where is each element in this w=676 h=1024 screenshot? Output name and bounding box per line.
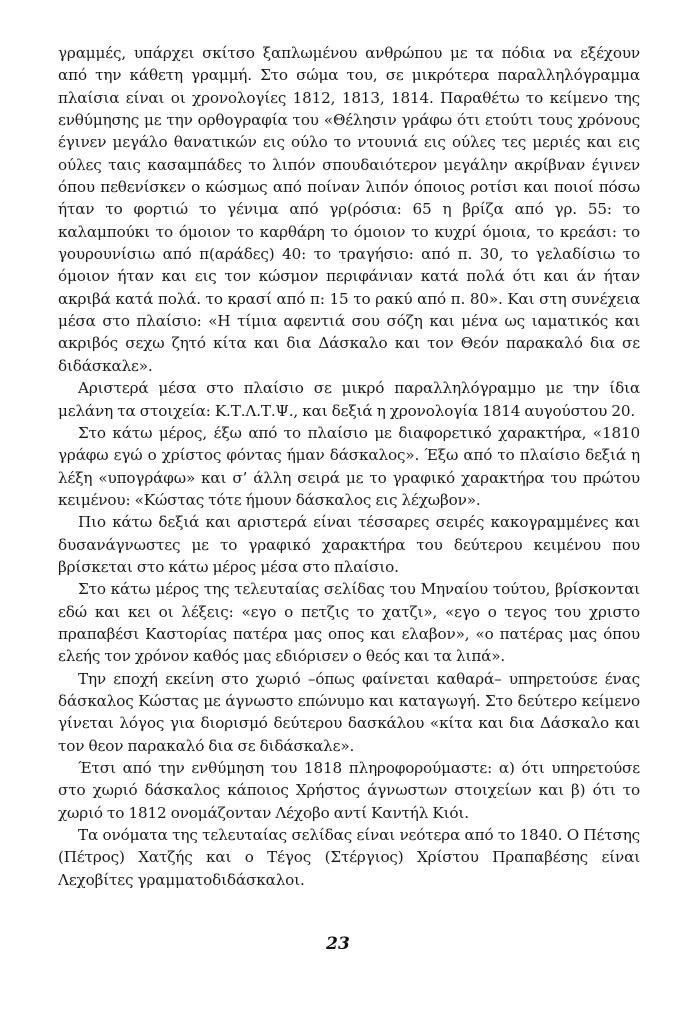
paragraph-8: Τα ονόματα της τελευταίας σελίδας είναι νεότερα από το 1840. Ο Πέτσης (Πέτρος) Χατζής και ο Τέγος (Στέργιος) Χρίστου Πραπαβέσης είναι Λεχοβίτες γραμματοδιδάσκαλοι.: [58, 826, 640, 889]
paragraph-2: Αριστερά μέσα στο πλαίσιο σε μικρό παραλληλόγραμμο με την ίδια μελάνη τα στοιχεία: Κ.Τ.Λ.Τ.Ψ., και δεξιά η χρονολογία 1814 αυγούστου 20.: [58, 379, 640, 420]
paragraph-4: Πιο κάτω δεξιά και αριστερά είναι τέσσαρες σειρές κακογραμμένες και δυσανάγνωστες με το γραφικό χαρακτήρα του δεύτερου κειμένου που βρίσκεται στο κάτω μέρος μέσα στο πλαίσιο.: [58, 513, 640, 576]
paragraph-5: Στο κάτω μέρος της τελευταίας σελίδας του Μηναίου τούτου, βρίσκονται εδώ και κει οι λέξεις: «εγο ο πετζις το χατζι», «εγο ο τεγος του χριστο πραπαβέσι Καστορίας πατέρα μας οπος και ελαβον», «ο πατέρας μας όπου ελεής τον χρόνον καθός μας εδιόρισεν ο θεός και τα λιπά».: [58, 580, 640, 666]
paragraph-6: Την εποχή εκείνη στο χωριό –όπως φαίνεται καθαρά– υπηρετούσε ένας δάσκαλος Κώστας με άγνωστο επώνυμο και καταγωγή. Στο δεύτερο κείμενο γίνεται λόγος για διορισμό δεύτερου δασκάλου «κίτα και δια Δάσκαλο και τον θεον παρακαλό δια σε διδάσκαλε».: [58, 669, 640, 755]
page-number: 23: [326, 934, 350, 954]
page-text-body: [58, 42, 640, 942]
paragraph-7: Έτσι από την ενθύμηση του 1818 πληροφορούμαστε: α) ότι υπηρετούσε στο χωριό δάσκαλος κάποιος Χρήστος άγνωστων στοιχείων και β) ότι το χωριό το 1812 ονομάζονταν Λέχοβο αντί Καντήλ Κιόι.: [58, 759, 640, 822]
paragraph-3: Στο κάτω μέρος, έξω από το πλαίσιο με διαφορετικό χαρακτήρα, «1810 γράφω εγώ ο χρίστος φόντας ήμαν δάσκαλος». Έξω από το πλαίσιο δεξιά η λέξη «υπογράφω» και σ’ άλλη σειρά με το γραφικό χαρακτήρα του πρώτου κειμένου: «Κώστας τότε ήμουν δάσκαλος εις λέχωβον».: [58, 423, 640, 509]
paragraph-1: γραμμές, υπάρχει σκίτσο ξαπλωμένου ανθρώπου με τα πόδια να εξέχουν από την κάθετη γραμμή. Στο σώμα του, σε μικρότερα παραλληλόγραμμα πλαίσια είναι οι χρονολογίες 1812, 1813, 1814. Παραθέτω το κείμενο της ενθύμησης με την ορθογραφία του «Θέλησιν γράφω ότι ετούτι τους χρόνους έγινεν μεγάλο θανατικών εις ούλο το ντουνιά εις ούλες τες μεριές και εις ούλες ταις κασαμπάδες το λιπόν σπουδαιότερον μεγάλην ακρίβναν έγινεν όπου πεθενίσκεν ο κώσμως από ποίναν λιπόν όποιος ροτίσι και ποιοί πόσω ήταν το φορτιώ το γένιμα από γρ(ρόσια: 65 η βρίζα από γρ. 55: το καλαμπούκι το όμοιον το καρθάρη το όμοιον το κυχρί όμοια, το κρεάσι: το γουρουνίσιω από π(αράδες) 40: το τραγήσιο: από π. 30, το γελαδίσιω το όμοιον ήταν και εις τον κώσμον περιφάνιαν κατά πολά ότι και άν ήταν ακριβά κατά πολά. το κρασί από π: 15 το ρακύ από π. 80». Και στη συνέχεια μέσα στο πλαίσιο: «Η τίμια αφεντιά σου σόζη και μένα ως ιαματικός και ακριβός σεχω ζητό κίτα και δια Δάσκαλο και τον Θεόν παρακαλό δια σε διδάσκαλε».: [58, 44, 640, 375]
